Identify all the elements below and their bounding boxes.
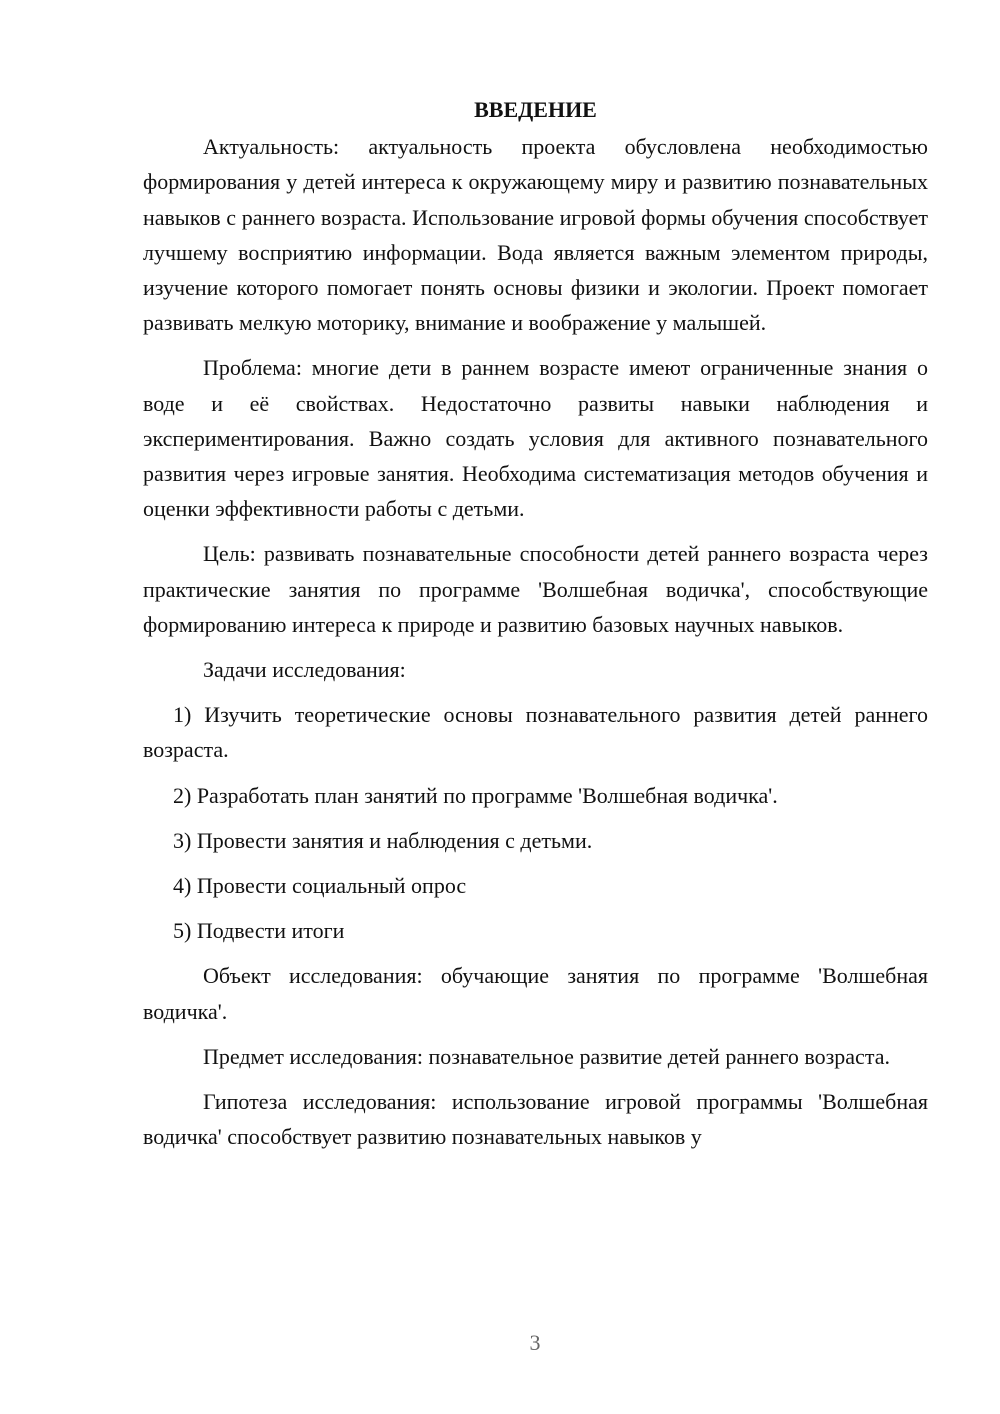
hypothesis-paragraph: Гипотеза исследования: использование игровой программы 'Волшебная водичка' способствует развитию познавательных навыков у [143, 1089, 928, 1150]
task-item-2: 2) Разработать план занятий по программе 'Волшебная водичка'. [173, 782, 778, 808]
relevance-paragraph: Актуальность: актуальность проекта обусловлена необходимостью формирования у детей интереса к окружающему миру и развитию познавательных навыков с раннего возраста. Использование игровой формы обучения способствует лучшему восприятию информации. Вода является важным элементом природы, изучение которого помогает понять основы физики и экологии. Проект помогает развивать мелкую моторику, внимание и воображение у малышей. [143, 134, 928, 336]
section-title: ВВЕДЕНИЕ [474, 97, 597, 122]
object-paragraph: Объект исследования: обучающие занятия по программе 'Волшебная водичка'. [143, 963, 928, 1024]
goal-paragraph: Цель: развивать познавательные способности детей раннего возраста через практические занятия по программе 'Волшебная водичка', способствующие формированию интереса к природе и развитию базовых научных навыков. [143, 541, 928, 637]
page-number: 3 [529, 1330, 541, 1355]
task-item-4: 4) Провести социальный опрос [173, 873, 467, 899]
task-item-5: 5) Подвести итоги [173, 918, 345, 944]
subject-paragraph: Предмет исследования: познавательное развитие детей раннего возраста. [203, 1043, 890, 1069]
document-body [143, 92, 928, 1164]
task-item-3: 3) Провести занятия и наблюдения с детьми. [173, 827, 593, 853]
task-item-1: 1) Изучить теоретические основы познавательного развития детей раннего возраста. [143, 702, 928, 763]
problem-paragraph: Проблема: многие дети в раннем возрасте имеют ограниченные знания о воде и её свойствах. Недостаточно развиты навыки наблюдения и экспериментирования. Важно создать условия для активного познавательного развития через игровые занятия. Необходима систематизация методов обучения и оценки эффективности работы с детьми. [143, 355, 928, 522]
tasks-heading: Задачи исследования: [203, 657, 406, 683]
